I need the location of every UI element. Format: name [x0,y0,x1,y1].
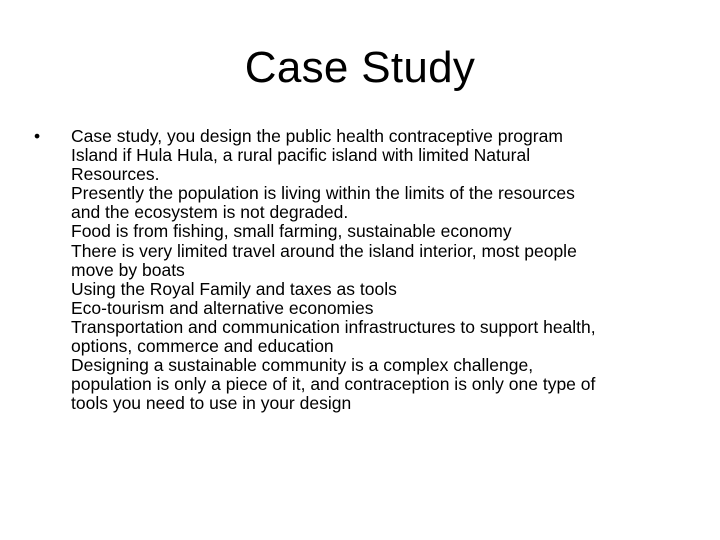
body-line: Eco-tourism and alternative economies [71,297,374,318]
slide-title: Case Study [244,43,476,92]
body-line: tools you need to use in your design [71,393,352,414]
body-line: There is very limited travel around the island interior, most people [71,240,577,261]
body-line: options, commerce and education [71,336,334,357]
body-line: Presently the population is living within the limits of the resources [71,183,575,204]
body-line: Resources. [71,164,160,185]
body-line: and the ecosystem is not degraded. [71,202,349,223]
bullet-icon: • [34,126,41,146]
bullet-item [34,127,684,413]
body-line: Designing a sustainable community is a complex challenge, [71,355,534,376]
body-line: Transportation and communication infrastructures to support health, [71,316,596,337]
body-line: population is only a piece of it, and contraception is only one type of [71,374,596,395]
body-line: Case study, you design the public health contraceptive program [71,126,563,146]
body-line: Island if Hula Hula, a rural pacific island with limited Natural [71,145,531,166]
bullet-list [34,127,684,413]
body-line: Using the Royal Family and taxes as tools [71,278,397,299]
body-line: Food is from fishing, small farming, sustainable economy [71,221,512,242]
body-line: move by boats [71,259,185,280]
